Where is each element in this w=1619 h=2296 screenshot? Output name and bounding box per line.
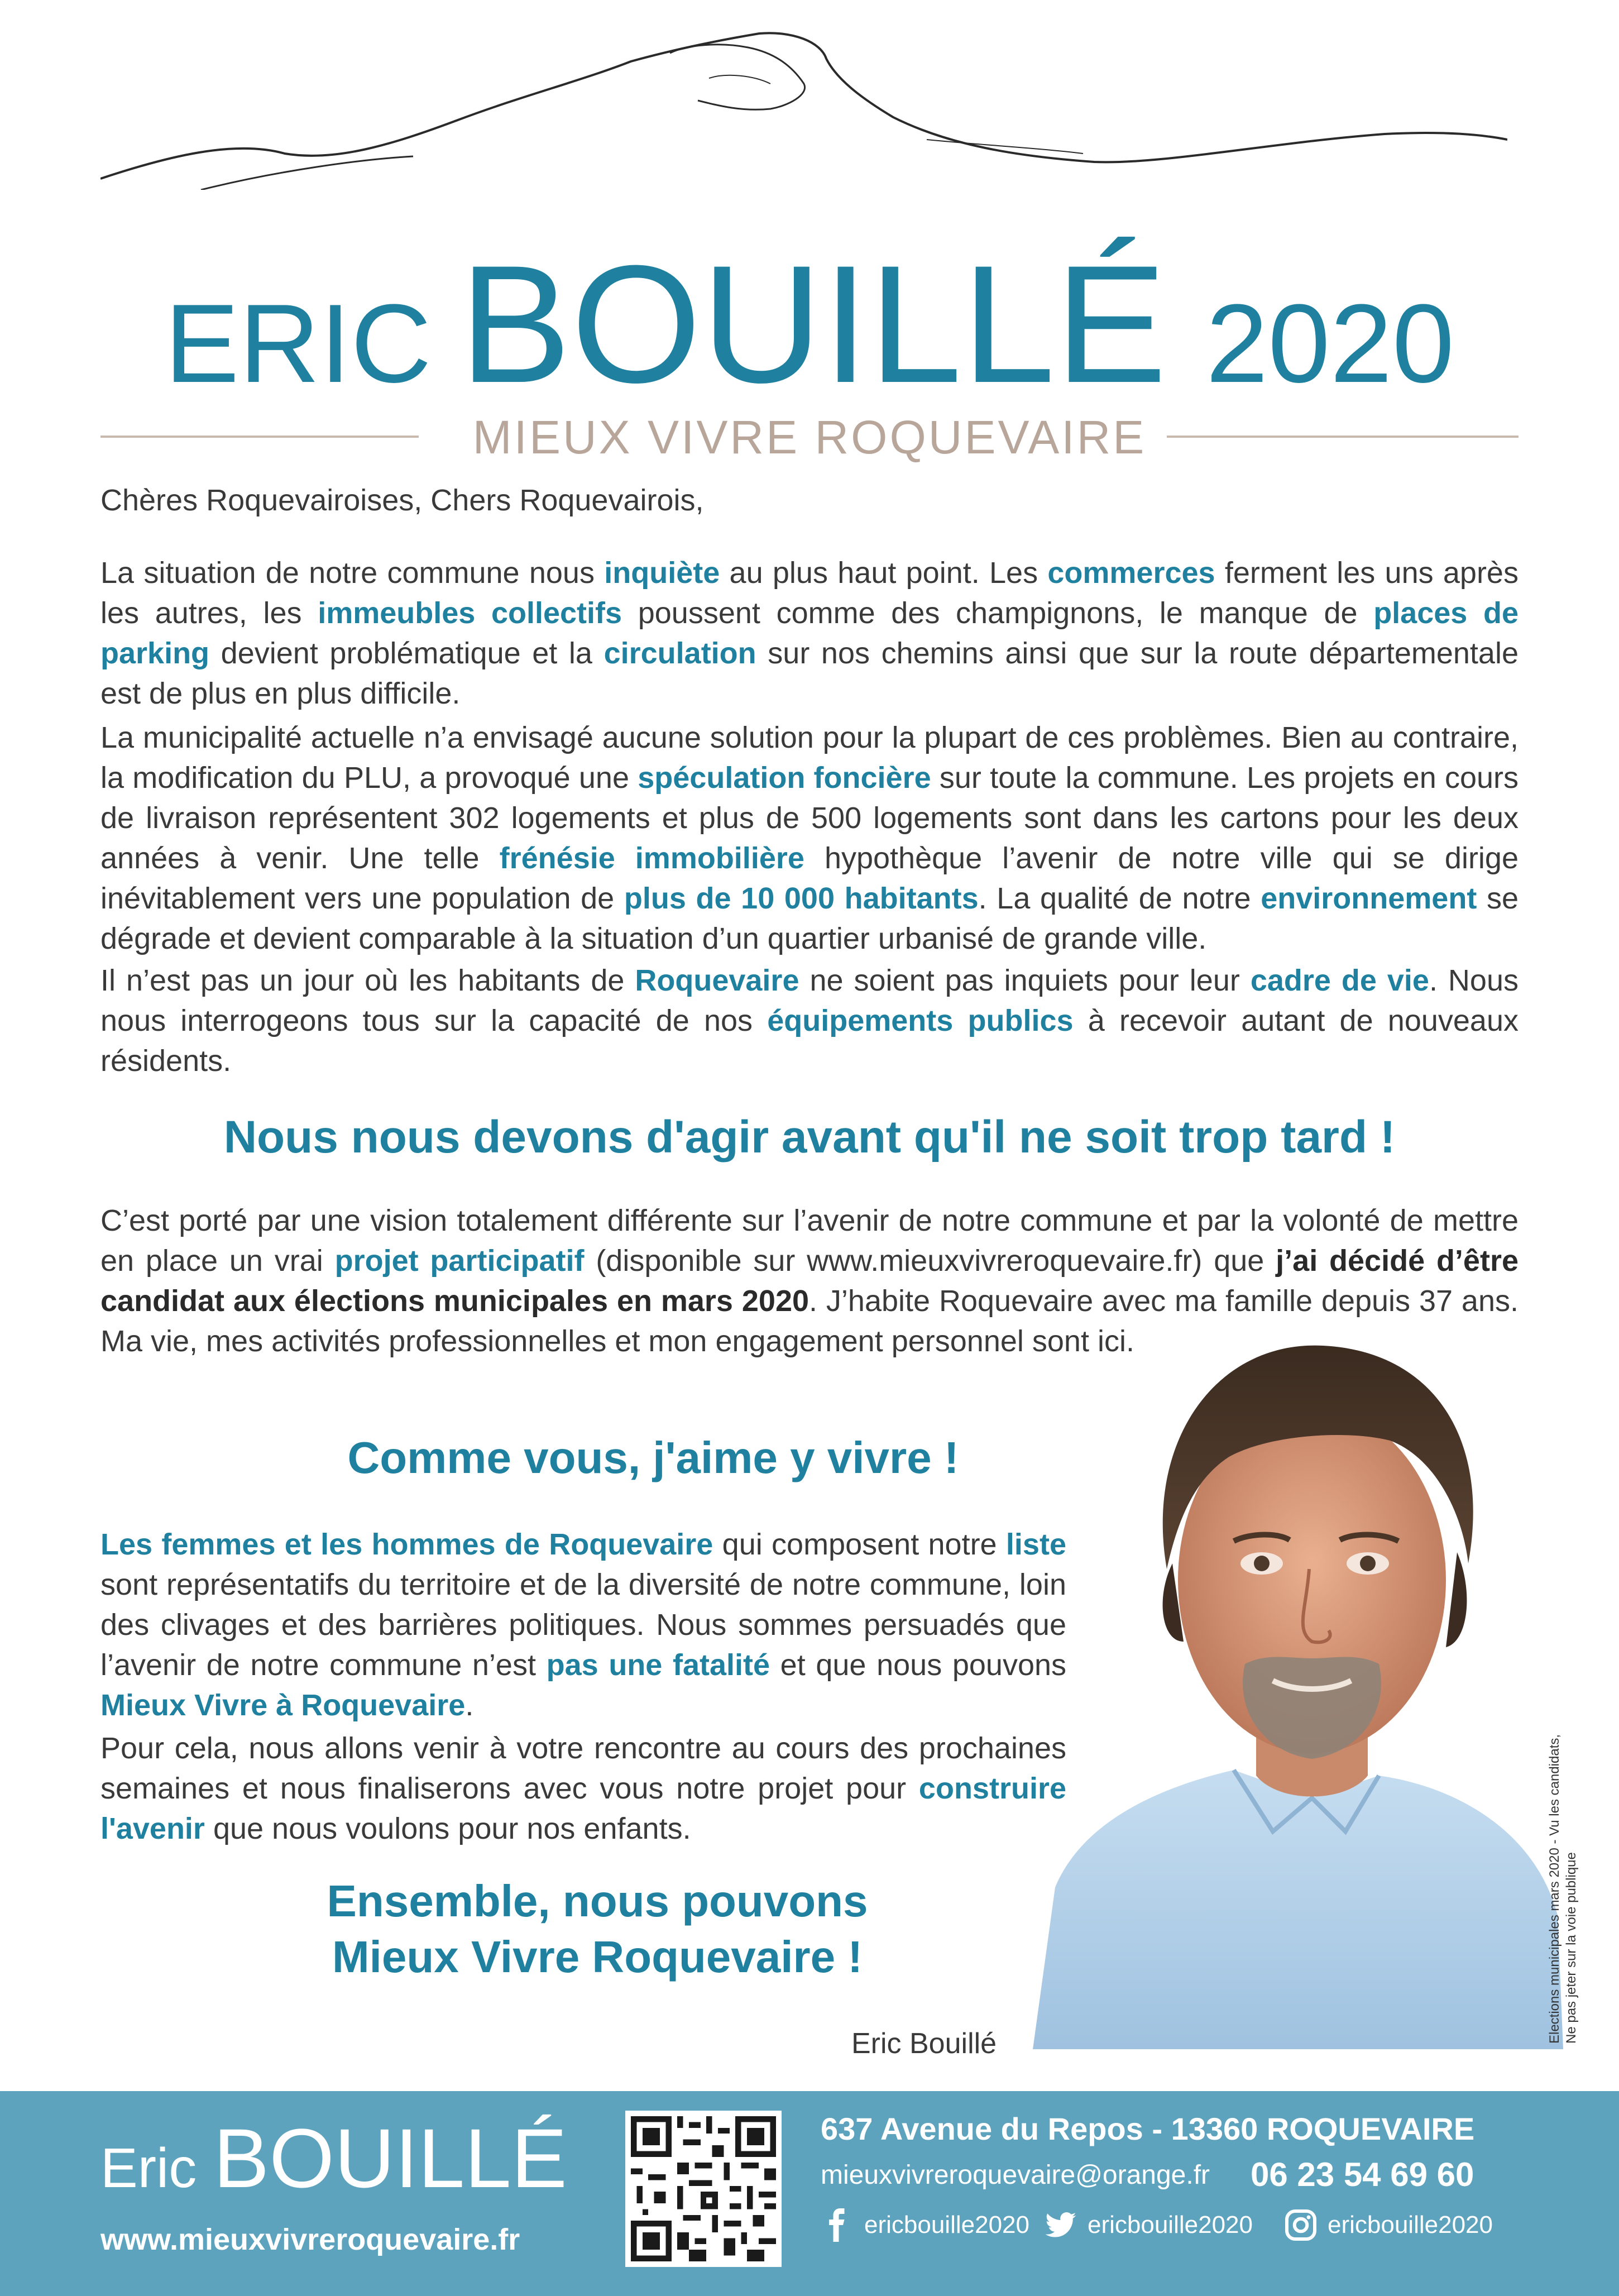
text-run: Il n’est pas un jour où les habitants de [100,964,635,997]
text-run: . [465,1688,474,1722]
text-run: poussent comme des champignons, le manque de [622,596,1374,630]
paragraph-residents [100,960,1519,1081]
highlighted-text: Les femmes et les hommes de Roquevaire [100,1528,713,1561]
text-run: et que nous pouvons [770,1648,1067,1682]
facebook-handle: ericbouille2020 [864,2211,1029,2238]
text-run: Pour cela, nous allons venir à votre rencontre au cours des prochaines semaines et nous finaliserons avec vous notre projet pour [100,1731,1066,1805]
highlighted-text: inquiète [604,556,720,590]
highlighted-text: liste [1005,1528,1066,1561]
footer-last-name: BOUILLÉ [213,2111,567,2205]
text-run: hypothèque l’avenir de notre ville qui se dirige inévitablement vers une population de [100,841,1519,915]
text-run: C’est porté par une vision totalement différente sur l’avenir de notre commune et par la volonté de mettre en place un vrai [100,1204,1519,1278]
facebook-icon [821,2208,854,2242]
tagline: MIEUX VIVRE ROQUEVAIRE [472,411,1147,463]
text-run: . J’habite Roquevaire avec ma famille depuis 37 ans. Ma vie, mes activités professionnelles et mon engagement personnel sont ici. [100,1284,1519,1358]
title-year: 2020 [1206,281,1454,406]
text-run: sont représentatifs du territoire et de la diversité de notre commune, loin des clivages et des barrières politiques. Nous sommes persuadés que l’avenir de notre commune n’est [100,1568,1066,1682]
legal-side-note [1546,1619,1580,2044]
twitter-handle: ericbouille2020 [1088,2211,1253,2238]
campaign-title [0,230,1619,418]
title-last-name: BOUILLÉ [459,230,1167,418]
highlighted-text: environnement [1261,882,1477,915]
instagram-handle: ericbouille2020 [1328,2211,1493,2238]
text-run: se dégrade et devient comparable à la situation d’un quartier urbanisé de grande ville. [100,882,1519,955]
paragraph-meet [100,1728,1066,1849]
text-run: à recevoir autant de nouveaux résidents. [100,1004,1519,1078]
text-run: devient problématique et la [209,637,604,670]
heading-love-living: Comme vous, j'aime y vivre ! [347,1433,959,1482]
signature: Eric Bouillé [851,2027,997,2060]
closing-line-1: Ensemble, nous pouvons [327,1876,868,1926]
highlighted-text: pas une fatalité [546,1648,770,1682]
side-note-line-2: Ne pas jeter sur la voie publique [1564,1852,1579,2044]
mountain-logo-drawing [100,28,1507,190]
text-run: au plus haut point. Les [720,556,1048,590]
text-run: sur toute la commune. Les projets en cours de livraison représentent 302 logements et plus de 500 logements sont dans les cartons pour les deux années à venir. Une telle [100,761,1519,875]
text-run: ne soient pas inquiets pour leur [799,964,1251,997]
highlighted-text: construire l'avenir [100,1772,1066,1845]
text-run: . La qualité de notre [978,882,1261,915]
title-first-name: ERIC [164,281,432,406]
footer-website-link[interactable]: www.mieuxvivreroquevaire.fr [100,2223,520,2256]
closing-line-2: Mieux Vivre Roquevaire ! [332,1932,863,1982]
candidate-portrait [1033,1329,1563,2049]
highlighted-text: spéculation foncière [638,761,931,795]
footer-phone[interactable]: 06 23 54 69 60 [1251,2156,1474,2193]
footer-address: 637 Avenue du Repos - 13360 ROQUEVAIRE [821,2111,1475,2146]
text-run: sur nos chemins ainsi que sur la route départementale est de plus en plus difficile. [100,637,1519,710]
footer-facebook-link[interactable] [821,2208,1029,2242]
footer-instagram-link[interactable] [1284,2208,1493,2242]
highlighted-text: projet participatif [334,1244,585,1278]
highlighted-text: Roquevaire [635,964,799,997]
text-run: ferment les uns après les autres, les [100,556,1519,630]
tagline-row [100,410,1519,461]
highlighted-text: frénésie immobilière [499,841,804,875]
text-run: que nous voulons pour nos enfants. [204,1812,691,1845]
highlighted-text: commerces [1047,556,1215,590]
instagram-icon [1284,2208,1318,2242]
text-run: qui composent notre [713,1528,1006,1561]
highlighted-text: places de parking [100,596,1519,670]
footer-email-link[interactable]: mieuxvivreroquevaire@orange.fr [821,2160,1210,2190]
closing-slogan [100,1873,1094,1985]
footer-first-name: Eric [100,2137,197,2199]
highlighted-text: équipements publics [767,1004,1074,1037]
text-run: (disponible sur www.mieuxvivreroquevaire.fr) que [584,1244,1276,1278]
highlighted-text: plus de 10 000 habitants [624,882,979,915]
footer-name [100,2111,567,2205]
qr-code[interactable] [625,2111,782,2267]
text-run: La municipalité actuelle n’a envisagé aucune solution pour la plupart de ces problèmes. Bien au contraire, la modification du PLU, a provoqué une [100,721,1519,795]
highlighted-text: Mieux Vivre à Roquevaire [100,1688,466,1722]
highlighted-text: immeubles collectifs [318,596,622,630]
highlighted-text: circulation [603,637,756,670]
heading-act-now: Nous nous devons d'agir avant qu'il ne soit trop tard ! [223,1112,1396,1163]
text-run: La situation de notre commune nous [100,556,605,590]
text-run: . Nous nous interrogeons tous sur la capacité de nos [100,964,1519,1037]
paragraph-situation [100,553,1519,714]
paragraph-municipality [100,718,1519,959]
salutation: Chères Roquevairoises, Chers Roquevairois, [100,484,704,517]
side-note-line-1: Elections municipales mars 2020 - Vu les candidats, [1547,1734,1562,2044]
paragraph-list [100,1524,1066,1725]
highlighted-text: cadre de vie [1250,964,1429,997]
footer-twitter-link[interactable] [1044,2208,1253,2242]
twitter-icon [1044,2208,1077,2242]
bold-text: j’ai décidé d’être candidat aux élections municipales en mars 2020 [100,1244,1519,1318]
